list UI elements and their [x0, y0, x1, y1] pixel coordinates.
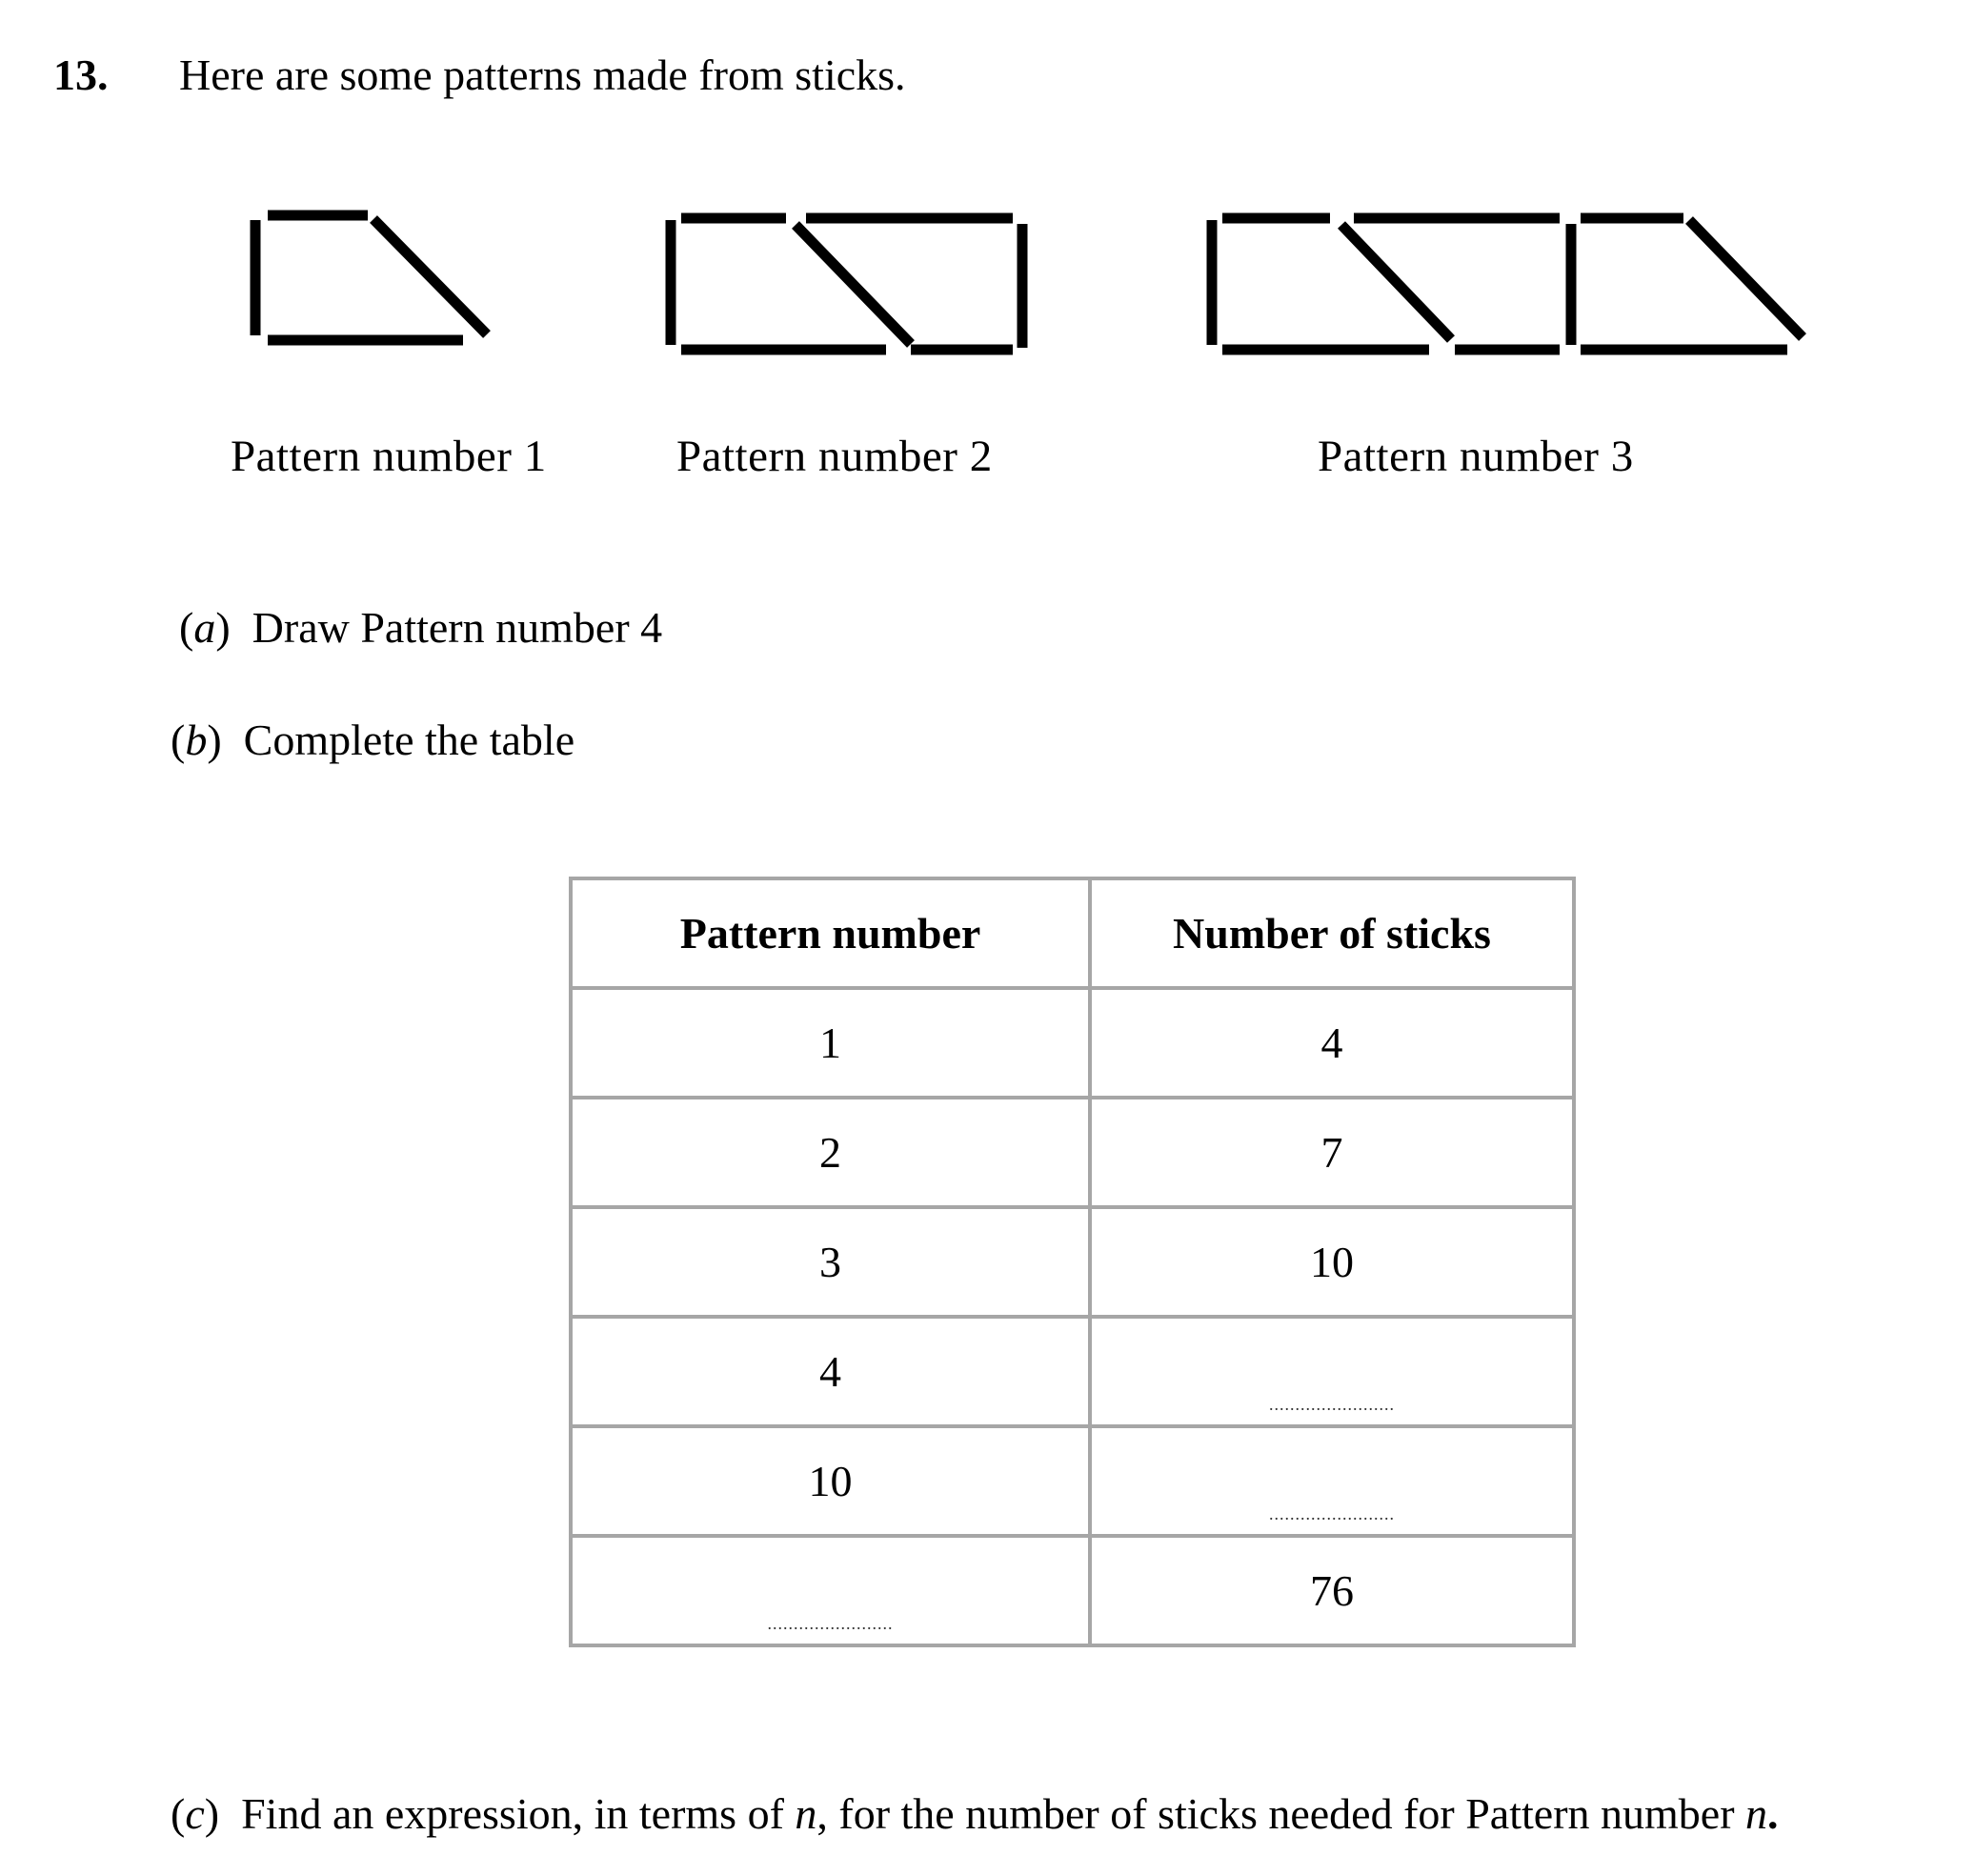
pattern-2-drawing	[671, 218, 1022, 350]
question-intro: Here are some patterns made from sticks.	[179, 50, 906, 99]
stick	[373, 219, 487, 334]
part-a-letter: a	[193, 603, 216, 652]
cell-sticks: 76	[1090, 1536, 1574, 1645]
cell-pattern: 4	[571, 1317, 1090, 1426]
table-row	[571, 1207, 1574, 1317]
answer-dotted-line: ........................	[1269, 1395, 1395, 1414]
cell-sticks-answer-blank[interactable]	[1090, 1317, 1574, 1426]
stick	[1341, 225, 1451, 339]
table-row	[571, 988, 1574, 1098]
stick	[1689, 220, 1803, 337]
cell-sticks: 4	[1090, 988, 1574, 1098]
answer-dotted-line: ........................	[1269, 1504, 1395, 1523]
pattern-sticks-table	[569, 877, 1576, 1647]
header-pattern-number: Pattern number	[571, 878, 1090, 988]
part-c-text-3: .	[1767, 1789, 1779, 1838]
cell-pattern: 2	[571, 1098, 1090, 1207]
table-header-row	[571, 878, 1574, 988]
pattern-1-label: Pattern number 1	[231, 432, 547, 481]
stick	[796, 225, 911, 344]
cell-sticks: 7	[1090, 1098, 1574, 1207]
pattern-3-label: Pattern number 3	[1318, 432, 1634, 481]
answer-dotted-line: ........................	[767, 1614, 894, 1633]
pattern-1-drawing	[255, 215, 487, 340]
cell-pattern: 10	[571, 1426, 1090, 1536]
pattern-2-label: Pattern number 2	[676, 432, 993, 481]
cell-pattern: 1	[571, 988, 1090, 1098]
stick-patterns-figure	[0, 0, 1975, 400]
part-a: (a) Draw Pattern number 4	[179, 603, 663, 652]
cell-pattern-answer-blank[interactable]	[571, 1536, 1090, 1645]
part-c-letter: c	[185, 1789, 205, 1838]
table-row	[571, 1098, 1574, 1207]
pattern-3-drawing	[1212, 218, 1803, 350]
part-a-text: Draw Pattern number 4	[252, 603, 663, 652]
part-c-variable-n: n	[795, 1789, 817, 1838]
cell-sticks-answer-blank[interactable]	[1090, 1426, 1574, 1536]
part-c-variable-n-2: n	[1745, 1789, 1768, 1838]
part-c: (c) Find an expression, in terms of n, for the number of sticks needed for Pattern number n.	[171, 1789, 1779, 1838]
table-row	[571, 1317, 1574, 1426]
part-b: (b) Complete the table	[171, 716, 575, 764]
part-b-text: Complete the table	[243, 716, 575, 764]
table-row	[571, 1536, 1574, 1645]
part-b-letter: b	[185, 716, 208, 764]
question-number: 13.	[53, 50, 109, 99]
part-c-text-1: Find an expression, in terms of	[241, 1789, 796, 1838]
table-row	[571, 1426, 1574, 1536]
header-number-of-sticks: Number of sticks	[1090, 878, 1574, 988]
part-c-text-2: , for the number of sticks needed for Pattern number	[816, 1789, 1746, 1838]
cell-pattern: 3	[571, 1207, 1090, 1317]
cell-sticks: 10	[1090, 1207, 1574, 1317]
